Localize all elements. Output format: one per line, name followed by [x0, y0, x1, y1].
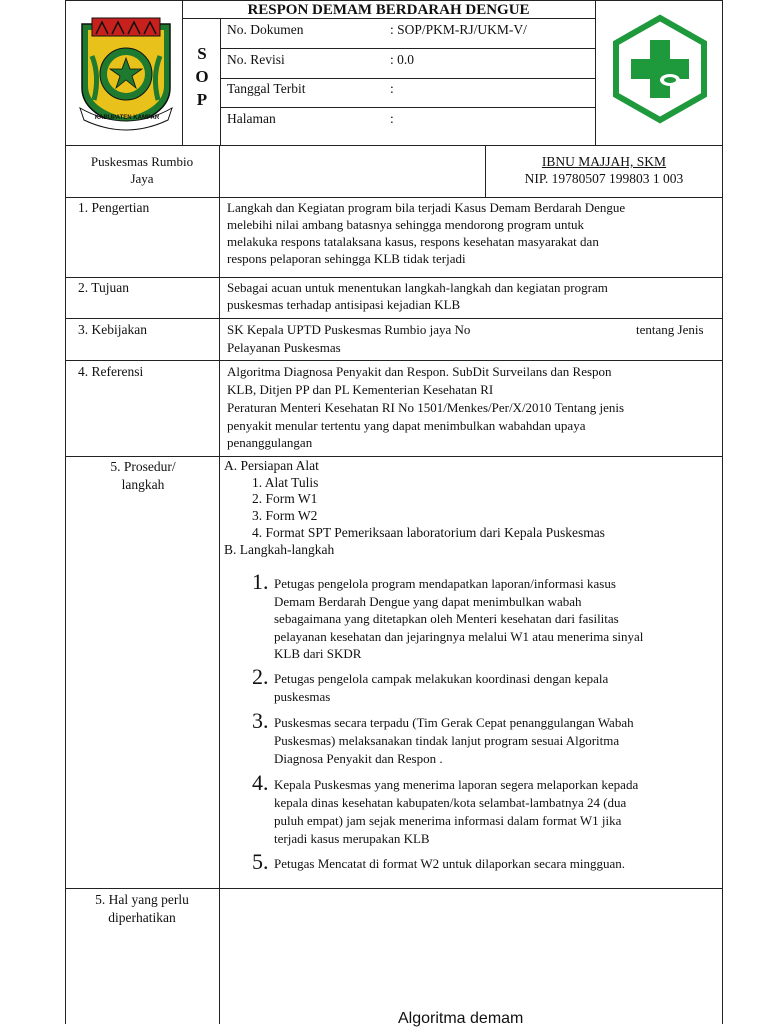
prosedur-label-line2: langkah	[121, 477, 165, 492]
referensi-label: 4. Referensi	[78, 364, 144, 379]
row-divider	[65, 277, 723, 278]
tanggal-terbit-label: Tanggal Terbit	[227, 81, 306, 96]
pengertian-text	[227, 199, 715, 267]
prosedur-label-line1: 5. Prosedur/	[110, 459, 176, 474]
langkah-title: B. Langkah-langkah	[224, 542, 335, 557]
puskesmas-name: Puskesmas Rumbio Jaya	[90, 154, 194, 186]
step-number: 1.	[252, 569, 269, 594]
alat-item: 3. Form W2	[252, 508, 318, 523]
text-line: sebagaimana yang ditetapkan oleh Menteri kesehatan dari fasilitas	[274, 611, 619, 626]
text-line: respons pelaporan sehingga KLB tidak terjadi	[227, 251, 466, 266]
tujuan-label: 2. Tujuan	[78, 280, 130, 295]
tujuan-text	[227, 279, 715, 313]
step-5-text	[274, 855, 716, 873]
puskesmas-logo	[608, 14, 712, 124]
pengertian-label: 1. Pengertian	[78, 200, 150, 215]
text-line: pelayanan kesehatan dan jejaringnya melalui W1 atau menerima sinyal	[274, 628, 644, 644]
sop-letter-s: S	[197, 44, 207, 63]
no-dokumen-value: : SOP/PKM-RJ/UKM-V/	[390, 22, 527, 37]
text-line: Petugas pengelola program mendapatkan laporan/informasi kasus	[274, 576, 616, 591]
row-divider	[219, 145, 220, 198]
kebijakan-line2: Pelayanan Puskesmas	[227, 340, 341, 355]
text-line: penanggulangan	[227, 435, 313, 450]
sop-letter-o: O	[195, 67, 209, 86]
text-line: kepala dinas kesehatan kabupaten/kota selambat-lambatnya 24 (dua	[274, 795, 627, 810]
signatory-name: IBNU MAJJAH, SKM	[541, 154, 667, 169]
table-border-right	[722, 0, 723, 1024]
step-2-text	[274, 670, 716, 706]
kabupaten-logo	[72, 16, 180, 132]
step-number: 5.	[252, 849, 269, 874]
header-divider	[595, 0, 596, 145]
step-number: 3.	[252, 708, 269, 733]
text-line: Sebagai acuan untuk menentukan langkah-langkah dan kegiatan program	[227, 280, 608, 295]
kebijakan-line1-right: tentang Jenis	[636, 322, 704, 337]
text-line: KLB dari SKDR	[274, 646, 362, 661]
text-line: Diagnosa Penyakit dan Respon .	[274, 751, 443, 766]
text-line: Petugas pengelola campak melakukan koordinasi dengan kepala	[274, 671, 609, 686]
step-number: 4.	[252, 770, 269, 795]
row-divider	[65, 318, 723, 319]
header-divider	[65, 145, 723, 146]
referensi-text	[227, 363, 715, 450]
no-dokumen-label: No. Dokumen	[227, 22, 304, 37]
text-line: puluh empat) jam sejak menerima informasi dalam format W1 jika	[274, 813, 622, 828]
alat-item: 4. Format SPT Pemeriksaan laboratorium dari Kepala Puskesmas	[252, 525, 605, 540]
logo-ribbon-text: KABUPATEN KAMPAR	[94, 115, 160, 121]
header-divider	[182, 0, 183, 145]
hal-label-line1: 5. Hal yang perlu	[95, 892, 189, 907]
sop-label	[190, 42, 214, 111]
text-line: KLB, Ditjen PP dan PL Kementerian Kesehatan RI	[227, 382, 494, 397]
text-line: puskesmas	[274, 689, 331, 704]
row-divider	[65, 197, 723, 198]
kebijakan-line1-left: SK Kepala UPTD Puskesmas Rumbio jaya No	[227, 322, 471, 337]
text-line: penyakit menular tertentu yang dapat menimbulkan wabahdan upaya	[227, 418, 586, 433]
row-divider	[65, 456, 723, 457]
text-line: melakuka respons tatalaksana kasus, respons kesehatan masyarakat dan	[227, 234, 599, 249]
alat-item: 1. Alat Tulis	[252, 475, 319, 490]
column-divider	[219, 197, 220, 1024]
text-line: Petugas Mencatat di format W2 untuk dilaporkan secara mingguan.	[274, 856, 626, 871]
text-line: melebihi nilai ambang batasnya sehingga mendorong program untuk	[227, 217, 585, 232]
signatory-nip: NIP. 19780507 199803 1 003	[524, 171, 684, 186]
step-4-text	[274, 776, 716, 848]
alat-item: 2. Form W1	[252, 491, 318, 506]
step-1-text	[274, 575, 716, 663]
hal-label	[72, 891, 212, 927]
prosedur-label	[78, 458, 208, 494]
footer-heading: Algoritma demam	[398, 1010, 524, 1027]
halaman-label: Halaman	[227, 111, 276, 126]
header-divider	[220, 18, 221, 145]
header-divider	[220, 107, 595, 108]
row-divider	[65, 888, 723, 889]
text-line: puskesmas terhadap antisipasi kejadian KLB	[227, 297, 461, 312]
persiapan-alat-title: A. Persiapan Alat	[224, 458, 319, 473]
no-revisi-label: No. Revisi	[227, 52, 285, 67]
text-line: Demam Berdarah Dengue yang dapat menimbulkan wabah	[274, 593, 582, 609]
sop-letter-p: P	[196, 90, 208, 109]
hal-label-line2: diperhatikan	[108, 910, 176, 925]
text-line: Algoritma Diagnosa Penyakit dan Respon. SubDit Surveilans dan Respon	[227, 364, 612, 379]
text-line: Puskesmas) melaksanakan tindak lanjut program sesuai Algoritma	[274, 733, 620, 748]
table-border-left	[65, 0, 66, 1024]
kebijakan-label: 3. Kebijakan	[78, 322, 147, 337]
no-revisi-value: : 0.0	[390, 52, 415, 67]
header-divider	[220, 48, 595, 49]
text-line: Kepala Puskesmas yang menerima laporan segera melaporkan kepada	[274, 777, 639, 792]
step-number: 2.	[252, 664, 269, 689]
text-line: Puskesmas secara terpadu (Tim Gerak Cepat penanggulangan Wabah	[274, 715, 634, 730]
text-line: Langkah dan Kegiatan program bila terjadi Kasus Demam Berdarah Dengue	[227, 200, 626, 215]
step-3-text	[274, 714, 716, 768]
header-divider	[220, 78, 595, 79]
tanggal-terbit-value: :	[390, 81, 394, 96]
row-divider	[65, 360, 723, 361]
text-line: Peraturan Menteri Kesehatan RI No 1501/Menkes/Per/X/2010 Tentang jenis	[227, 400, 625, 415]
document-title: RESPON DEMAM BERDARAH DENGUE	[247, 2, 530, 18]
text-line: terjadi kasus merupakan KLB	[274, 831, 430, 846]
halaman-value: :	[390, 111, 394, 126]
